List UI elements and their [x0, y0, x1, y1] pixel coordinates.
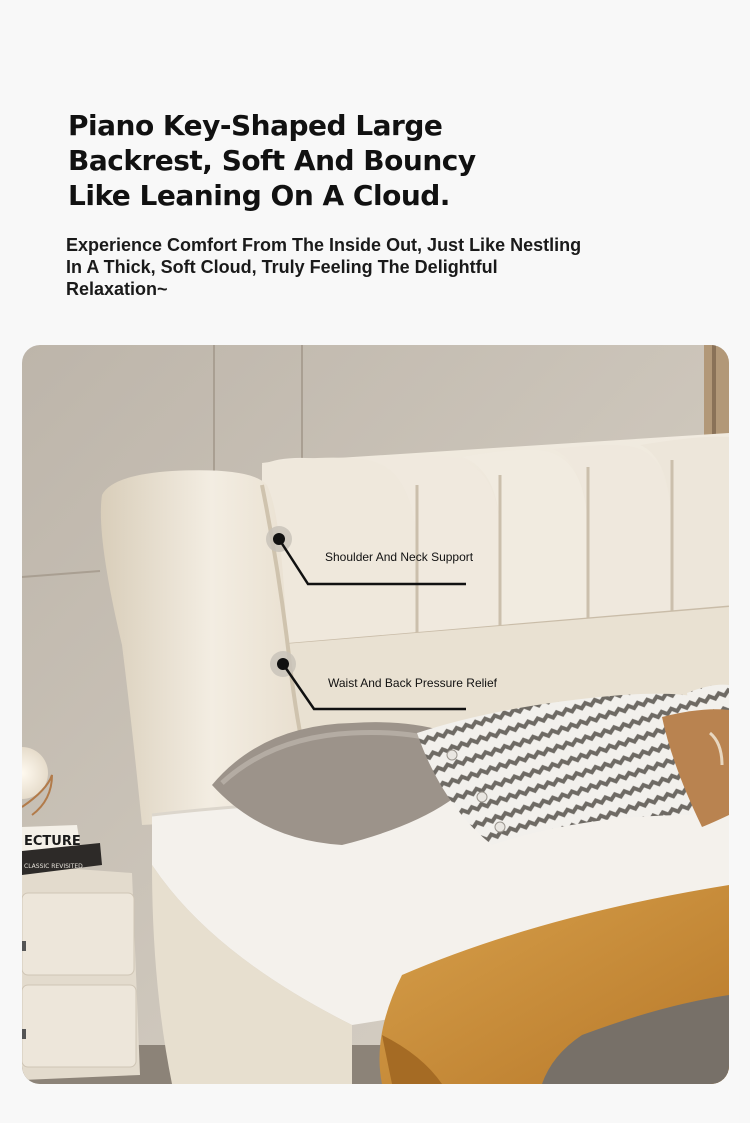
subtext-line: Experience Comfort From The Inside Out, Just Like Nestling — [66, 235, 582, 255]
subtext-line: Relaxation~ — [66, 279, 168, 299]
shoulder-callout-label: Shoulder And Neck Support — [325, 550, 474, 564]
book-title: ECTURE — [24, 834, 81, 849]
subtext-line: In A Thick, Soft Cloud, Truly Feeling The Delightful — [66, 257, 498, 277]
headline-line: Piano Key-Shaped Large — [68, 109, 443, 142]
book-subtitle: CLASSIC REVISITED — [24, 863, 83, 870]
headline-line: Backrest, Soft And Bouncy — [68, 144, 476, 177]
waist-callout-label: Waist And Back Pressure Relief — [328, 676, 497, 690]
headline-line: Like Leaning On A Cloud. — [68, 179, 450, 212]
